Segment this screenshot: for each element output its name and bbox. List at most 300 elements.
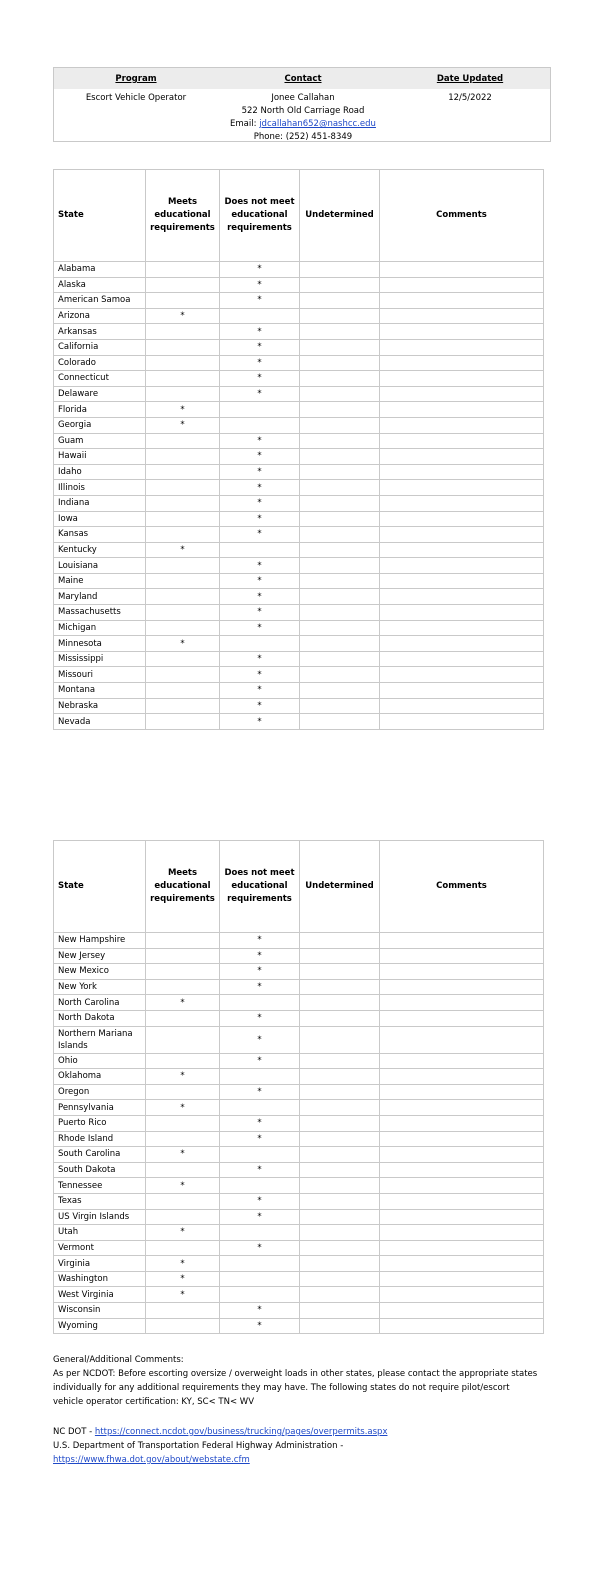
not-meet-cell: * [220,1115,300,1131]
comments-cell [380,558,544,574]
state-cell: Illinois [54,480,146,496]
meets-cell [146,979,220,995]
state-cell: Virginia [54,1256,146,1272]
meets-cell [146,449,220,465]
state-cell: South Carolina [54,1147,146,1163]
meets-cell [146,933,220,949]
undetermined-cell [300,1271,380,1287]
table-row [54,1100,544,1116]
not-meet-cell: * [220,605,300,621]
state-cell: Idaho [54,464,146,480]
undetermined-cell [300,1225,380,1241]
contact-phone: Phone: (252) 451-8349 [253,132,353,142]
meets-cell [146,1240,220,1256]
undetermined-cell [300,433,380,449]
undetermined-cell [300,293,380,309]
not-meet-cell: * [220,558,300,574]
undetermined-cell [300,1193,380,1209]
not-meet-cell: * [220,1026,300,1053]
comments-cell [380,1178,544,1194]
undetermined-cell [300,698,380,714]
state-cell: US Virgin Islands [54,1209,146,1225]
meets-cell [146,1053,220,1069]
not-meet-cell [220,1178,300,1194]
comments-cell [380,449,544,465]
undetermined-cell [300,1115,380,1131]
state-cell: Arizona [54,308,146,324]
comments-cell [380,1193,544,1209]
meets-cell [146,1318,220,1334]
state-cell: Alabama [54,262,146,278]
state-cell: Massachusetts [54,605,146,621]
state-cell: Puerto Rico [54,1115,146,1131]
usdot-link[interactable]: https://www.fhwa.dot.gov/about/webstate.cfm [53,1455,250,1465]
comments-cell [380,277,544,293]
comments-cell [380,402,544,418]
meets-cell [146,964,220,980]
state-cell: Connecticut [54,371,146,387]
comments-cell [380,1225,544,1241]
comments-cell [380,324,544,340]
comments-cell [380,1069,544,1085]
meets-cell [146,355,220,371]
comments-cell [380,1026,544,1053]
comments-cell [380,1147,544,1163]
not-meet-cell: * [220,1303,300,1319]
meets-cell [146,480,220,496]
state-cell: Colorado [54,355,146,371]
comments-cell [380,1209,544,1225]
reference-links [53,1425,553,1467]
program-name: Escort Vehicle Operator [85,93,187,103]
not-meet-cell: * [220,948,300,964]
meets-cell: * [146,995,220,1011]
table-row [54,1147,544,1163]
state-cell: New Hampshire [54,933,146,949]
comments-cell [380,262,544,278]
meets-cell [146,1131,220,1147]
contact-column-heading: Contact [284,74,322,84]
undetermined-cell [300,979,380,995]
comments-cell [380,480,544,496]
state-cell: Northern Mariana Islands [54,1026,146,1053]
comments-cell [380,1162,544,1178]
undetermined-cell [300,1178,380,1194]
table-row [54,1053,544,1069]
comments-line-2: individually for any additional requirements they may have. The following states do not require pilot/escort [53,1383,510,1393]
meets-cell [146,589,220,605]
table-row [54,495,544,511]
state-cell: Washington [54,1271,146,1287]
table-row [54,1069,544,1085]
table-row [54,995,544,1011]
not-meet-cell [220,1225,300,1241]
table-header-row [54,841,544,933]
state-cell: Mississippi [54,651,146,667]
meets-cell [146,558,220,574]
header-row [54,68,550,89]
state-cell: Arkansas [54,324,146,340]
meets-cell: * [146,1256,220,1272]
comments-cell [380,386,544,402]
comments-cell [380,1084,544,1100]
not-meet-cell: * [220,1193,300,1209]
table-row [54,262,544,278]
not-meet-cell: * [220,714,300,730]
state-cell: South Dakota [54,1162,146,1178]
comments-heading: General/Additional Comments: [53,1355,184,1365]
table-row [54,933,544,949]
comments-column-header: Comments [380,841,544,933]
not-meet-cell: * [220,1084,300,1100]
table-row [54,417,544,433]
table-row [54,667,544,683]
table-row [54,511,544,527]
undetermined-cell [300,480,380,496]
comments-cell [380,683,544,699]
not-meet-cell: * [220,511,300,527]
undetermined-cell [300,1240,380,1256]
not-meet-cell: * [220,573,300,589]
not-meet-cell [220,636,300,652]
meets-cell [146,527,220,543]
undetermined-cell [300,1303,380,1319]
meets-cell [146,1193,220,1209]
state-cell: Indiana [54,495,146,511]
table-row [54,1131,544,1147]
meets-cell [146,293,220,309]
state-cell: Guam [54,433,146,449]
undetermined-cell [300,1100,380,1116]
state-cell: Pennsylvania [54,1100,146,1116]
comments-cell [380,573,544,589]
comments-cell [380,542,544,558]
undetermined-cell [300,651,380,667]
contact-email-line [196,118,410,131]
undetermined-cell [300,1162,380,1178]
usdot-label: U.S. Department of Transportation Federal Highway Administration - [53,1441,344,1451]
comments-column-header: Comments [380,170,544,262]
table-row [54,1271,544,1287]
not-meet-cell: * [220,293,300,309]
table-row [54,402,544,418]
not-meet-cell [220,995,300,1011]
comments-cell [380,417,544,433]
state-cell: New Jersey [54,948,146,964]
table-header-row [54,170,544,262]
meets-column-header: Meets educational requirements [146,841,220,933]
table-row [54,1209,544,1225]
undetermined-cell [300,339,380,355]
meets-cell [146,495,220,511]
state-cell: New York [54,979,146,995]
requirements-table-1 [53,169,544,730]
table-row [54,620,544,636]
not-meet-cell: * [220,667,300,683]
table-row [54,1084,544,1100]
comments-cell [380,1100,544,1116]
contact-name: Jonee Callahan [271,93,335,103]
meets-cell: * [146,1287,220,1303]
email-label: Email: [230,119,260,129]
comments-cell [380,293,544,309]
meets-cell: * [146,417,220,433]
state-cell: North Carolina [54,995,146,1011]
comments-cell [380,667,544,683]
undetermined-cell [300,1026,380,1053]
table-row [54,339,544,355]
meets-cell: * [146,1147,220,1163]
undetermined-cell [300,324,380,340]
meets-cell: * [146,402,220,418]
not-meet-cell: * [220,1318,300,1334]
undetermined-cell [300,1131,380,1147]
not-meet-cell [220,1271,300,1287]
not-meet-cell: * [220,651,300,667]
meets-cell [146,683,220,699]
undetermined-cell [300,511,380,527]
table-row [54,480,544,496]
undetermined-cell [300,995,380,1011]
undetermined-cell [300,1256,380,1272]
not-meet-cell: * [220,979,300,995]
comments-cell [380,1303,544,1319]
state-cell: Maine [54,573,146,589]
state-cell: Georgia [54,417,146,433]
table-row [54,589,544,605]
not-meet-cell: * [220,371,300,387]
table-row [54,573,544,589]
comments-line-3: vehicle operator certification: KY, SC< TN< WV [53,1397,255,1407]
not-meet-cell: * [220,464,300,480]
state-cell: Rhode Island [54,1131,146,1147]
undetermined-cell [300,667,380,683]
table-row [54,605,544,621]
table-row [54,293,544,309]
undetermined-cell [300,714,380,730]
not-meet-cell: * [220,433,300,449]
undetermined-cell [300,402,380,418]
undetermined-cell [300,636,380,652]
table-row [54,1115,544,1131]
comments-cell [380,995,544,1011]
not-meet-column-header: Does not meet educational requirements [220,841,300,933]
undetermined-cell [300,386,380,402]
state-cell: Missouri [54,667,146,683]
comments-cell [380,979,544,995]
meets-cell [146,1115,220,1131]
meets-cell [146,1084,220,1100]
state-cell: Alaska [54,277,146,293]
not-meet-cell: * [220,964,300,980]
table-row [54,964,544,980]
not-meet-cell: * [220,683,300,699]
comments-cell [380,714,544,730]
undetermined-cell [300,542,380,558]
undetermined-column-header: Undetermined [300,170,380,262]
undetermined-cell [300,527,380,543]
undetermined-cell [300,277,380,293]
table-row [54,651,544,667]
table-row [54,1193,544,1209]
table-row [54,355,544,371]
state-cell: Texas [54,1193,146,1209]
comments-cell [380,636,544,652]
table-row [54,1303,544,1319]
undetermined-cell [300,1287,380,1303]
not-meet-cell: * [220,1162,300,1178]
table-row [54,542,544,558]
comments-cell [380,651,544,667]
table-row [54,979,544,995]
not-meet-cell: * [220,933,300,949]
meets-cell [146,371,220,387]
comments-cell [380,1256,544,1272]
state-cell: Ohio [54,1053,146,1069]
state-cell: Florida [54,402,146,418]
contact-info [196,92,410,144]
not-meet-cell [220,417,300,433]
comments-cell [380,620,544,636]
undetermined-cell [300,573,380,589]
table-row [54,308,544,324]
contact-address: 522 North Old Carriage Road [241,106,365,116]
comments-cell [380,308,544,324]
not-meet-cell [220,1287,300,1303]
meets-cell [146,433,220,449]
not-meet-cell: * [220,527,300,543]
not-meet-cell [220,1256,300,1272]
meets-cell [146,714,220,730]
meets-cell [146,667,220,683]
state-cell: Minnesota [54,636,146,652]
table-row [54,371,544,387]
meets-cell [146,386,220,402]
undetermined-cell [300,1069,380,1085]
meets-cell [146,511,220,527]
table-row [54,464,544,480]
not-meet-cell [220,542,300,558]
meets-cell [146,464,220,480]
table-row [54,1318,544,1334]
table-row [54,527,544,543]
undetermined-cell [300,1209,380,1225]
undetermined-cell [300,589,380,605]
state-cell: Tennessee [54,1178,146,1194]
not-meet-cell: * [220,1240,300,1256]
undetermined-cell [300,1053,380,1069]
meets-cell [146,651,220,667]
comments-cell [380,1053,544,1069]
state-cell: Oregon [54,1084,146,1100]
state-cell: Iowa [54,511,146,527]
undetermined-cell [300,1084,380,1100]
header-values [54,89,550,141]
state-cell: Maryland [54,589,146,605]
undetermined-cell [300,308,380,324]
undetermined-cell [300,933,380,949]
comments-cell [380,339,544,355]
comments-cell [380,1010,544,1026]
table-row [54,1240,544,1256]
requirements-table-2 [53,840,544,1334]
state-cell: Hawaii [54,449,146,465]
state-cell: Wisconsin [54,1303,146,1319]
ncdot-link[interactable]: https://connect.ncdot.gov/business/trucking/pages/overpermits.aspx [94,1427,388,1437]
table-row [54,1026,544,1053]
undetermined-cell [300,964,380,980]
comments-cell [380,933,544,949]
meets-cell [146,698,220,714]
meets-cell: * [146,308,220,324]
table-row [54,324,544,340]
meets-cell [146,262,220,278]
meets-cell: * [146,1178,220,1194]
table-row [54,698,544,714]
not-meet-cell: * [220,1010,300,1026]
comments-cell [380,495,544,511]
table-row [54,277,544,293]
undetermined-cell [300,558,380,574]
not-meet-cell: * [220,620,300,636]
comments-cell [380,589,544,605]
table-row [54,1162,544,1178]
comments-cell [380,355,544,371]
program-header [53,67,551,142]
table-row [54,636,544,652]
state-cell: Kentucky [54,542,146,558]
not-meet-cell: * [220,480,300,496]
state-column-header: State [54,170,146,262]
email-link[interactable]: jdcallahan652@nashcc.edu [259,119,376,129]
undetermined-cell [300,355,380,371]
table-row [54,683,544,699]
comments-cell [380,1240,544,1256]
table-row [54,449,544,465]
program-column-heading: Program [115,74,157,84]
state-cell: New Mexico [54,964,146,980]
state-cell: North Dakota [54,1010,146,1026]
state-cell: California [54,339,146,355]
not-meet-cell: * [220,355,300,371]
table-row [54,714,544,730]
state-cell: Oklahoma [54,1069,146,1085]
state-cell: Nebraska [54,698,146,714]
meets-cell [146,620,220,636]
state-cell: Kansas [54,527,146,543]
not-meet-cell: * [220,1209,300,1225]
table-row [54,948,544,964]
meets-cell [146,324,220,340]
state-cell: Louisiana [54,558,146,574]
date-updated-column-heading: Date Updated [436,74,504,84]
meets-cell [146,1026,220,1053]
comments-cell [380,1131,544,1147]
table-row [54,558,544,574]
not-meet-cell: * [220,277,300,293]
ncdot-label: NC DOT - [53,1427,95,1437]
not-meet-cell: * [220,262,300,278]
meets-cell: * [146,1225,220,1241]
meets-cell [146,948,220,964]
table-row [54,1287,544,1303]
meets-cell [146,1162,220,1178]
table-row [54,433,544,449]
not-meet-cell: * [220,449,300,465]
undetermined-cell [300,683,380,699]
comments-cell [380,464,544,480]
undetermined-cell [300,620,380,636]
